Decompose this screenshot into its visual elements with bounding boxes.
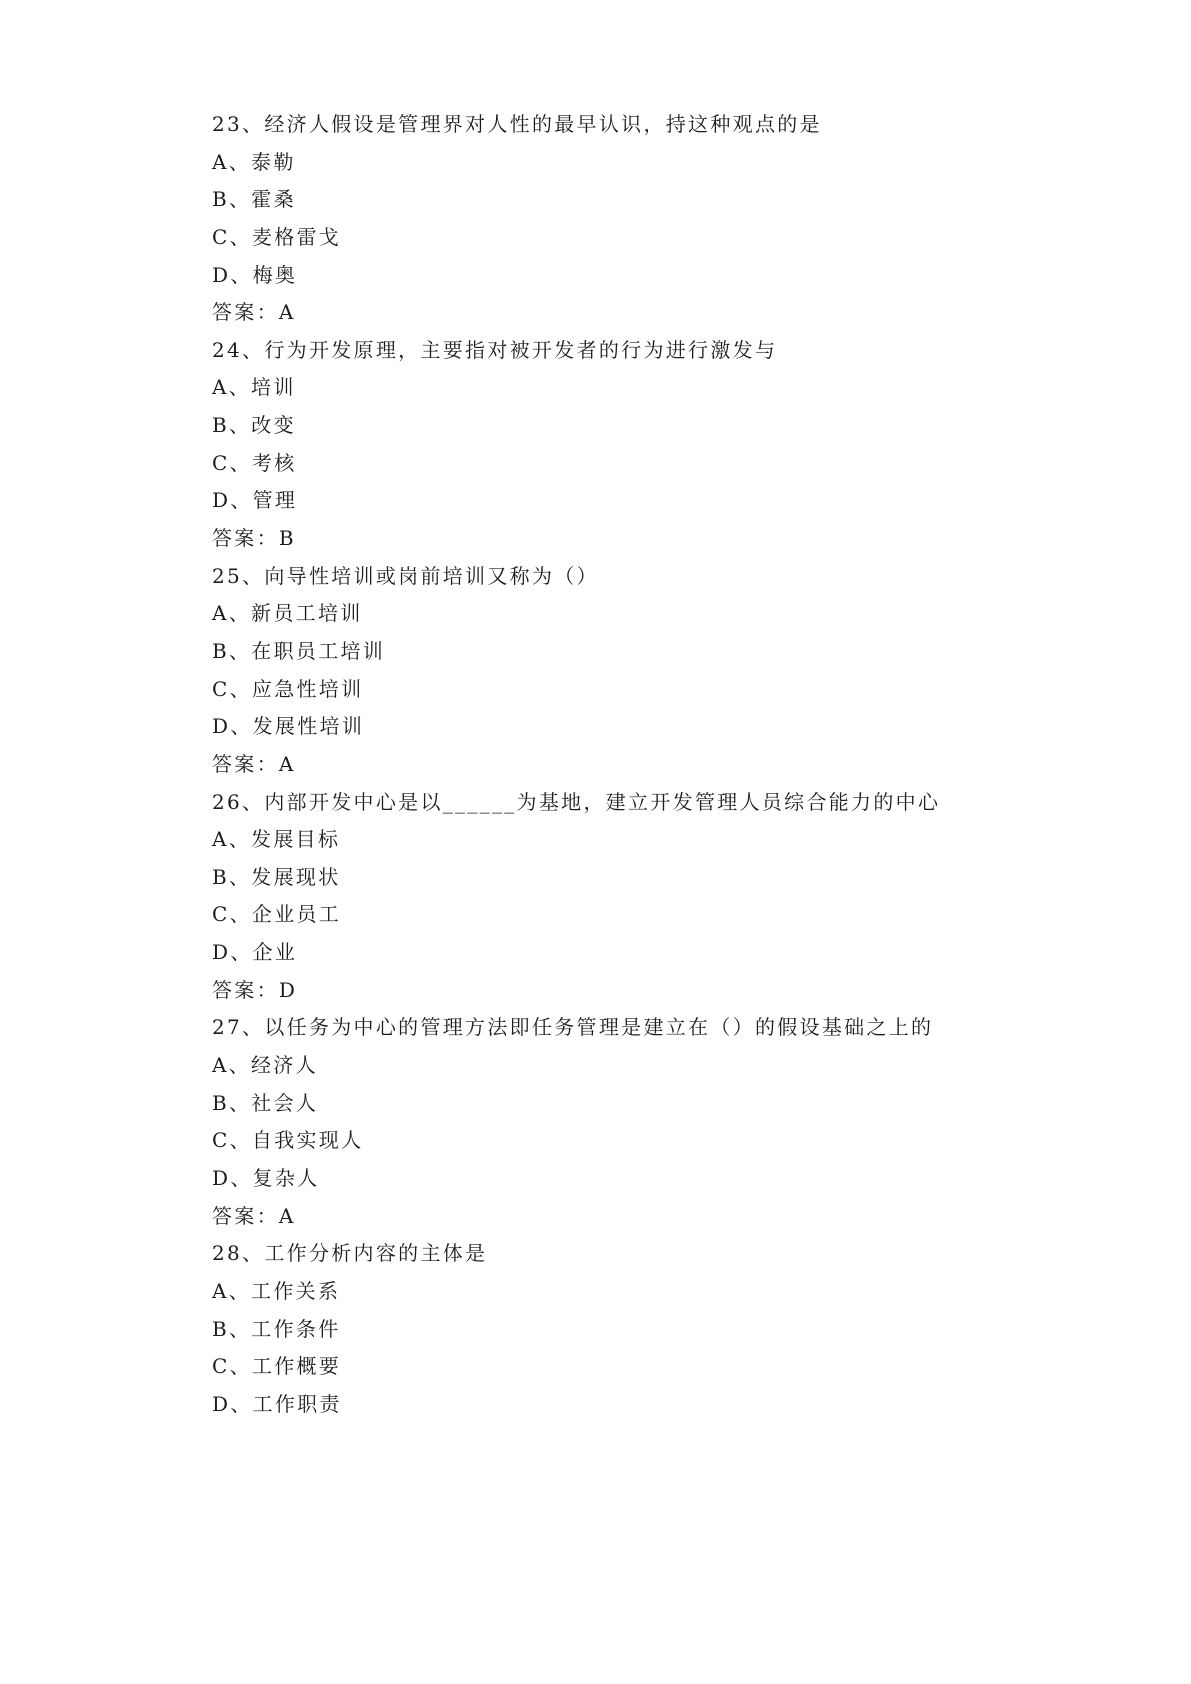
option-item: D、工作职责	[212, 1391, 342, 1416]
option-item: C、应急性培训	[212, 676, 364, 701]
option-item: D、管理	[212, 488, 298, 513]
option-item: B、霍桑	[212, 187, 296, 212]
question-block	[212, 332, 1112, 558]
answer-line: 答案：A	[212, 300, 296, 325]
option-item: A、泰勒	[212, 149, 296, 174]
answer-line: 答案：A	[212, 751, 296, 776]
option-item: B、改变	[212, 413, 296, 438]
option-item: C、考核	[212, 450, 297, 475]
option-item: C、自我实现人	[212, 1128, 364, 1153]
question-stem: 26、内部开发中心是以______为基地，建立开发管理人员综合能力的中心	[212, 789, 941, 814]
option-item: A、培训	[212, 375, 296, 400]
question-stem: 27、以任务为中心的管理方法即任务管理是建立在（）的假设基础之上的	[212, 1015, 934, 1040]
option-item: D、企业	[212, 940, 298, 965]
question-list	[212, 106, 1112, 1423]
option-item: C、工作概要	[212, 1354, 342, 1379]
option-item: D、复杂人	[212, 1165, 320, 1190]
option-item: B、发展现状	[212, 864, 341, 889]
question-stem: 24、行为开发原理，主要指对被开发者的行为进行激发与	[212, 337, 778, 362]
option-item: B、在职员工培训	[212, 638, 386, 663]
option-item: D、梅奥	[212, 262, 298, 287]
question-stem: 28、工作分析内容的主体是	[212, 1241, 488, 1266]
answer-line: 答案：D	[212, 977, 298, 1002]
question-block	[212, 1235, 1112, 1423]
option-item: A、新员工培训	[212, 601, 363, 626]
question-block	[212, 558, 1112, 784]
answer-line: 答案：B	[212, 526, 296, 551]
question-block	[212, 1009, 1112, 1235]
option-item: B、工作条件	[212, 1316, 341, 1341]
question-block	[212, 784, 1112, 1010]
question-stem: 25、向导性培训或岗前培训又称为（）	[212, 563, 599, 588]
option-item: A、工作关系	[212, 1278, 341, 1303]
question-block	[212, 106, 1112, 332]
option-item: A、发展目标	[212, 827, 341, 852]
option-item: D、发展性培训	[212, 714, 365, 739]
option-item: B、社会人	[212, 1090, 319, 1115]
option-item: A、经济人	[212, 1053, 318, 1078]
option-item: C、企业员工	[212, 902, 342, 927]
option-item: C、麦格雷戈	[212, 224, 342, 249]
answer-line: 答案：A	[212, 1203, 296, 1228]
question-stem: 23、经济人假设是管理界对人性的最早认识，持这种观点的是	[212, 112, 822, 136]
